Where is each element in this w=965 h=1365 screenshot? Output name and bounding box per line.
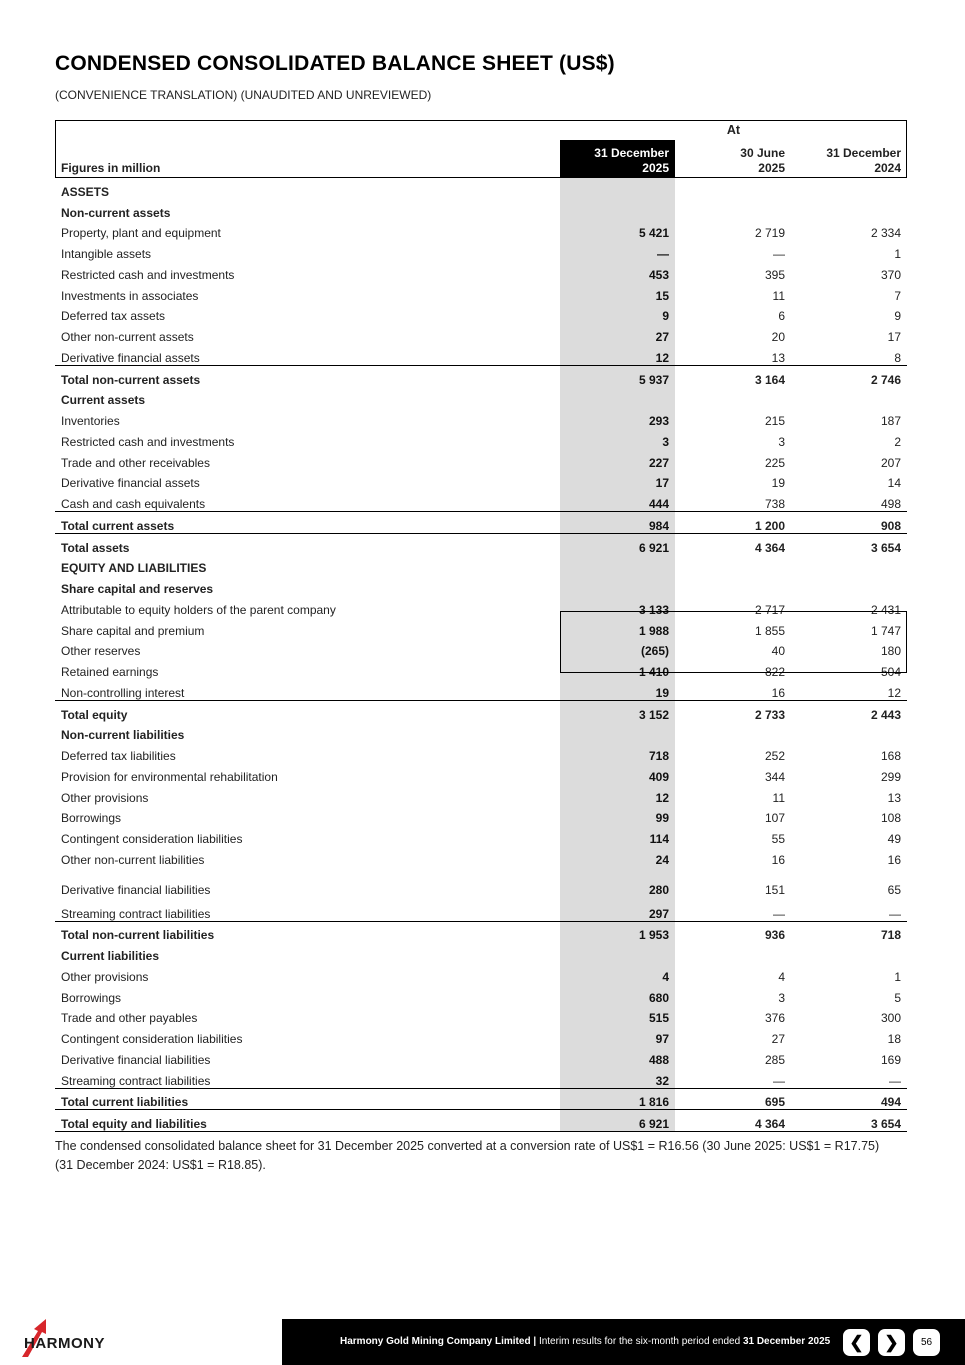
- cell-prior-half: 151: [764, 882, 785, 897]
- row-label: Non-controlling interest: [61, 685, 185, 700]
- table-row: [55, 575, 907, 596]
- table-row: [55, 963, 907, 984]
- row-label: Deferred tax assets: [61, 309, 166, 324]
- cell-current: 3 133: [560, 596, 675, 617]
- cell-prior-year: 7: [894, 288, 902, 303]
- row-label: Streaming contract liabilities: [61, 1073, 211, 1088]
- table-row: [55, 407, 907, 428]
- cell-prior-half: 2 717: [754, 602, 785, 617]
- cell-prior-half: 822: [764, 665, 785, 679]
- row-label: Streaming contract liabilities: [61, 906, 211, 921]
- table-row: [55, 449, 907, 470]
- row-label: Contingent consideration liabilities: [61, 1032, 243, 1046]
- row-label: Total non-current liabilities: [55, 921, 560, 942]
- row-label: Current assets: [61, 393, 146, 408]
- cell-prior-half: [675, 178, 791, 199]
- cell-prior-half: —: [773, 247, 785, 261]
- cell-prior-year: 8: [894, 350, 902, 365]
- cell-current: 15: [560, 282, 675, 303]
- row-label: Investments in associates: [61, 288, 199, 303]
- cell-prior-half: [675, 387, 791, 408]
- cell-prior-year: 2 334: [871, 226, 902, 241]
- row-label: Intangible assets: [61, 247, 152, 261]
- cell-current: 718: [560, 742, 675, 763]
- table-row: [55, 490, 907, 511]
- logo-wordmark: HARMONY: [24, 1335, 105, 1352]
- cell-prior-year: 65: [887, 882, 902, 897]
- table-row: [55, 867, 907, 900]
- table-row: [55, 984, 907, 1005]
- cell-prior-half: 27: [771, 1032, 785, 1046]
- row-label: Other provisions: [61, 969, 149, 984]
- table-row: [55, 387, 907, 408]
- row-label: Provision for environmental rehabilitation: [61, 769, 278, 784]
- cell-current: [560, 199, 675, 220]
- cell-current: 5 421: [560, 220, 675, 241]
- cell-prior-half: 738: [764, 497, 785, 511]
- row-label: Borrowings: [61, 811, 122, 826]
- row-label: Derivative financial liabilities: [61, 882, 211, 897]
- cell-current: 984: [560, 512, 675, 534]
- cell-current: 19: [560, 679, 675, 700]
- row-label: Contingent consideration liabilities: [61, 832, 243, 846]
- table-row: [55, 282, 907, 303]
- row-label: Total assets: [55, 533, 560, 554]
- cell-current: 1 988: [560, 617, 675, 638]
- cell-prior-year: 1: [894, 247, 902, 261]
- table-row: [55, 303, 907, 324]
- cell-current: 293: [560, 407, 675, 428]
- next-page-button[interactable]: [878, 1329, 905, 1356]
- row-label: Derivative financial liabilities: [61, 1052, 211, 1067]
- cell-prior-half: [675, 942, 791, 963]
- cell-prior-year: 49: [887, 832, 902, 846]
- cell-prior-year: 1: [894, 969, 902, 984]
- table-row: [55, 784, 907, 805]
- cell-prior-half: 107: [764, 811, 785, 826]
- cell-prior-year: 13: [887, 790, 902, 805]
- label-column-header: Figures in million: [55, 140, 560, 178]
- cell-prior-year: [791, 178, 907, 199]
- page-subtitle: (CONVENIENCE TRANSLATION) (UNAUDITED AND UNREVIEWED): [55, 88, 432, 102]
- row-label: ASSETS: [61, 184, 110, 199]
- row-label: Total current liabilities: [55, 1088, 560, 1110]
- cell-current: 6 921: [560, 533, 675, 554]
- table-row: [55, 763, 907, 784]
- cell-current: 488: [560, 1046, 675, 1067]
- row-label: Non-current assets: [61, 205, 171, 220]
- row-label: Total equity and liabilities: [55, 1110, 560, 1132]
- cell-current: 680: [560, 984, 675, 1005]
- cell-prior-year: 718: [791, 921, 907, 942]
- cell-prior-half: 11: [772, 288, 785, 303]
- cell-prior-year: 370: [881, 267, 902, 282]
- cell-current: 97: [560, 1025, 675, 1046]
- cell-current: 3 152: [560, 700, 675, 721]
- cell-current: [560, 722, 675, 743]
- table-row: [55, 825, 907, 846]
- cell-prior-half: 2 733: [675, 700, 791, 721]
- cell-current: 17: [560, 470, 675, 491]
- cell-prior-year: [791, 575, 907, 596]
- row-label: Current liabilities: [61, 949, 160, 963]
- table-row: [55, 596, 907, 617]
- cell-current: [560, 178, 675, 199]
- cell-prior-half: 11: [772, 790, 785, 805]
- row-label: Total current assets: [55, 512, 560, 534]
- cell-prior-half: —: [773, 1073, 785, 1088]
- cell-prior-year: 3 654: [791, 1110, 907, 1132]
- cell-prior-year: 180: [881, 644, 902, 659]
- row-label: Other non-current assets: [61, 330, 194, 344]
- table-row: [55, 555, 907, 576]
- cell-prior-year: 169: [881, 1052, 902, 1067]
- cell-prior-year: [791, 199, 907, 220]
- cell-prior-year: 187: [881, 414, 902, 428]
- cell-current: 6 921: [560, 1110, 675, 1132]
- table-row: [55, 942, 907, 963]
- cell-prior-half: 225: [764, 455, 785, 470]
- table-row: [55, 261, 907, 282]
- row-label: Property, plant and equipment: [61, 226, 221, 241]
- cell-prior-year: —: [889, 1073, 902, 1088]
- table-column-header-row: [55, 140, 907, 178]
- cell-current: 4: [560, 963, 675, 984]
- cell-prior-half: 3: [778, 434, 785, 449]
- cell-current: 409: [560, 763, 675, 784]
- cell-current: 9: [560, 303, 675, 324]
- cell-prior-half: 6: [778, 309, 785, 324]
- cell-prior-half: 4 364: [675, 533, 791, 554]
- row-label: Other reserves: [61, 644, 141, 659]
- previous-page-button[interactable]: [843, 1329, 870, 1356]
- cell-prior-half: 1 855: [754, 623, 785, 638]
- cell-prior-half: [675, 722, 791, 743]
- row-label: Share capital and premium: [61, 623, 205, 638]
- row-label: Total equity: [55, 700, 560, 721]
- cell-prior-half: [675, 199, 791, 220]
- cell-current: 99: [560, 805, 675, 826]
- cell-current: 24: [560, 846, 675, 867]
- cell-prior-year: 16: [887, 852, 902, 867]
- cell-prior-year: 108: [881, 811, 902, 826]
- cell-prior-half: 285: [764, 1052, 785, 1067]
- row-label: Total non-current assets: [55, 365, 560, 386]
- table-row: [55, 199, 907, 220]
- row-label: Other provisions: [61, 790, 149, 805]
- cell-prior-year: 12: [887, 685, 902, 700]
- row-label: Borrowings: [61, 990, 122, 1005]
- cell-current: 1 953: [560, 921, 675, 942]
- cell-prior-year: [791, 942, 907, 963]
- cell-prior-year: 17: [887, 330, 902, 344]
- cell-prior-year: 18: [887, 1032, 902, 1046]
- cell-prior-half: 376: [764, 1011, 785, 1026]
- cell-current: 280: [560, 867, 675, 900]
- row-label: Derivative financial assets: [61, 476, 200, 491]
- cell-prior-half: 16: [771, 852, 785, 867]
- table-row: [55, 742, 907, 763]
- row-label: Share capital and reserves: [61, 582, 214, 596]
- cell-current: 32: [560, 1067, 675, 1088]
- table-row: [55, 344, 907, 365]
- row-label: Deferred tax liabilities: [61, 749, 176, 763]
- cell-prior-half: 55: [771, 832, 785, 846]
- table-row: [55, 617, 907, 638]
- column-header-prior-year: 31 December 2024: [791, 140, 907, 178]
- cell-prior-year: —: [889, 906, 902, 921]
- cell-prior-year: 299: [881, 769, 902, 784]
- cell-prior-half: 3 164: [675, 365, 791, 386]
- page-title: CONDENSED CONSOLIDATED BALANCE SHEET (US$): [55, 52, 615, 75]
- cell-prior-half: 13: [771, 350, 785, 365]
- table-row: [55, 900, 907, 921]
- table-row: [55, 638, 907, 659]
- table-row: [55, 1088, 907, 1110]
- table-row: [55, 658, 907, 679]
- cell-prior-half: 695: [675, 1088, 791, 1110]
- cell-prior-year: [791, 722, 907, 743]
- table-row: [55, 533, 907, 554]
- table-row: [55, 365, 907, 386]
- table-row: [55, 722, 907, 743]
- row-label: EQUITY AND LIABILITIES: [61, 561, 207, 576]
- cell-prior-half: 16: [771, 685, 785, 700]
- table-row: [55, 1046, 907, 1067]
- table-row: [55, 1067, 907, 1088]
- cell-prior-year: 3 654: [791, 533, 907, 554]
- row-label: Trade and other payables: [61, 1011, 198, 1026]
- row-label: Inventories: [61, 414, 120, 428]
- cell-prior-half: —: [773, 906, 785, 921]
- table-row: [55, 1005, 907, 1026]
- row-label: Derivative financial assets: [61, 350, 200, 365]
- row-label: Trade and other receivables: [61, 455, 210, 470]
- cell-current: 114: [560, 825, 675, 846]
- balance-sheet-table: [55, 120, 907, 1132]
- table-row: [55, 178, 907, 199]
- cell-current: (265): [560, 638, 675, 659]
- cell-prior-year: 2 443: [791, 700, 907, 721]
- cell-prior-year: 2: [894, 434, 902, 449]
- table-group-header-row: [55, 120, 907, 140]
- cell-current: [560, 555, 675, 576]
- row-label: Non-current liabilities: [61, 728, 185, 743]
- cell-current: 444: [560, 490, 675, 511]
- cell-current: 1 816: [560, 1088, 675, 1110]
- cell-prior-year: 2 746: [791, 365, 907, 386]
- cell-prior-half: 344: [764, 769, 785, 784]
- column-header-current: 31 December 2025: [560, 140, 675, 178]
- cell-prior-half: 40: [771, 644, 785, 659]
- cell-prior-half: 1 200: [675, 512, 791, 534]
- table-row: [55, 679, 907, 700]
- table-row: [55, 1110, 907, 1132]
- table-row: [55, 1025, 907, 1046]
- table-row: [55, 323, 907, 344]
- cell-prior-half: 936: [675, 921, 791, 942]
- row-label: Restricted cash and investments: [61, 267, 235, 282]
- cell-prior-year: 14: [887, 476, 902, 491]
- cell-prior-half: [675, 575, 791, 596]
- table-body: [55, 178, 907, 1132]
- cell-current: [560, 387, 675, 408]
- cell-current: 297: [560, 900, 675, 921]
- cell-prior-half: 2 719: [754, 226, 785, 241]
- cell-prior-half: 3: [778, 990, 785, 1005]
- table-row: [55, 700, 907, 721]
- table-row: [55, 512, 907, 534]
- cell-prior-half: 215: [764, 414, 785, 428]
- cell-prior-year: 9: [894, 309, 902, 324]
- cell-current: 5 937: [560, 365, 675, 386]
- cell-prior-year: 168: [881, 749, 902, 763]
- conversion-note: The condensed consolidated balance sheet for 31 December 2025 converted at a conversion rate of US$1 = R16.56 (30 June 2025: US$1 = R17.75) (31 December 2024: US$1 = R18.85).: [55, 1139, 880, 1172]
- table-row: [55, 805, 907, 826]
- footer-caption: Harmony Gold Mining Company Limited | Interim results for the six-month period ended 31 December 2025: [340, 1336, 831, 1347]
- row-label: Attributable to equity holders of the parent company: [61, 602, 336, 617]
- row-label: Retained earnings: [61, 665, 159, 679]
- group-header-at: At: [726, 123, 741, 137]
- cell-current: 12: [560, 784, 675, 805]
- table-row: [55, 470, 907, 491]
- chevron-left-icon: ❮: [849, 1333, 864, 1352]
- cell-current: [560, 942, 675, 963]
- chevron-right-icon: ❯: [884, 1333, 899, 1352]
- cell-prior-half: [675, 555, 791, 576]
- cell-prior-year: 5: [894, 990, 902, 1005]
- cell-prior-year: [791, 387, 907, 408]
- cell-prior-year: 2 431: [871, 602, 902, 617]
- row-label: Restricted cash and investments: [61, 434, 235, 449]
- cell-prior-half: 4 364: [675, 1110, 791, 1132]
- cell-current: [560, 575, 675, 596]
- row-label: Cash and cash equivalents: [61, 497, 206, 511]
- cell-current: 453: [560, 261, 675, 282]
- cell-current: 12: [560, 344, 675, 365]
- cell-prior-half: 20: [771, 330, 785, 344]
- cell-current: 3: [560, 428, 675, 449]
- cell-prior-year: 300: [881, 1011, 902, 1026]
- cell-prior-half: 4: [778, 969, 785, 984]
- cell-prior-year: 908: [791, 512, 907, 534]
- row-label: Other non-current liabilities: [61, 852, 205, 867]
- table-row: [55, 240, 907, 261]
- cell-prior-year: [791, 555, 907, 576]
- cell-prior-year: 1 747: [871, 623, 902, 638]
- table-row: [55, 846, 907, 867]
- cell-prior-year: 504: [881, 665, 902, 679]
- table-row: [55, 428, 907, 449]
- cell-prior-year: 207: [881, 455, 902, 470]
- cell-prior-year: 498: [881, 497, 902, 511]
- table-row: [55, 921, 907, 942]
- cell-prior-year: 494: [791, 1088, 907, 1110]
- cell-current: 515: [560, 1005, 675, 1026]
- cell-prior-half: 252: [764, 749, 785, 763]
- cell-prior-half: 395: [764, 267, 785, 282]
- cell-current: 1 410: [560, 658, 675, 679]
- cell-prior-half: 19: [771, 476, 785, 491]
- cell-current: —: [560, 240, 675, 261]
- table-row: [55, 220, 907, 241]
- cell-current: 227: [560, 449, 675, 470]
- page-number: 56: [913, 1329, 940, 1356]
- column-header-prior-half: 30 June 2025: [675, 140, 791, 178]
- cell-current: 27: [560, 323, 675, 344]
